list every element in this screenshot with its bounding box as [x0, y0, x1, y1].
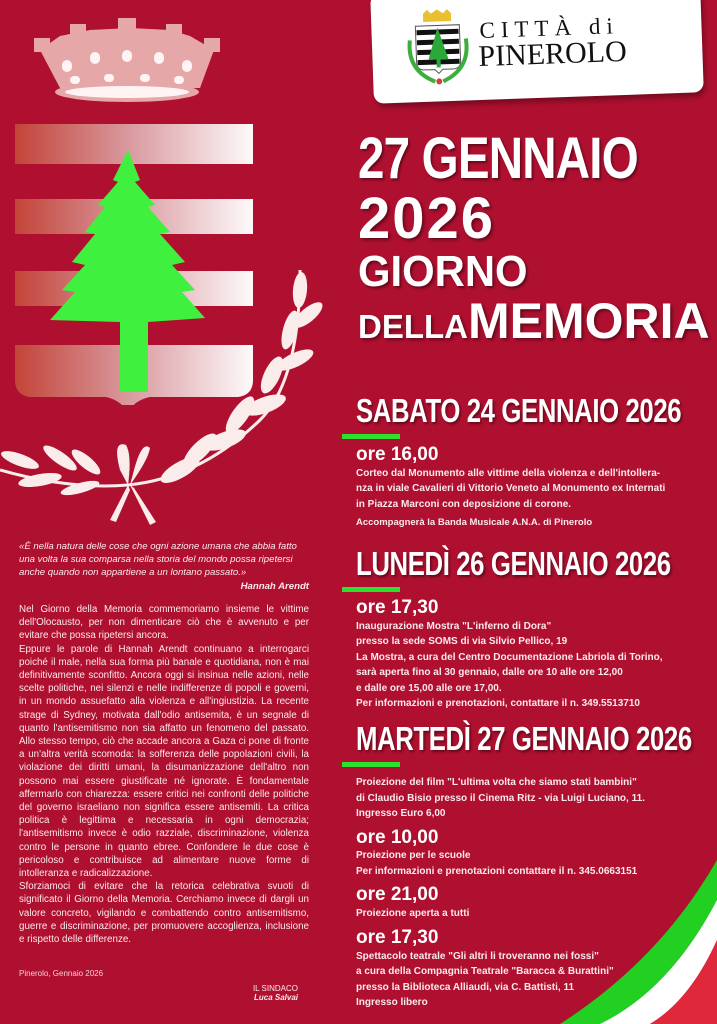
day-section-lunedi	[356, 545, 711, 712]
day-heading: SABATO 24 GENNAIO 2026	[356, 392, 682, 429]
quote-text: «È nella natura delle cose che ogni azione umana che abbia fatto una volta la sua comparsa nella storia del mondo possa ripetersi anche quando non appartiene a un lontano passato.»	[19, 541, 297, 579]
italian-flag-ribbon	[540, 840, 717, 1024]
logo-city-name: PINEROLO	[477, 34, 628, 74]
quote-author: Hannah Arendt	[240, 580, 309, 592]
place-date: Pinerolo, Gennaio 2026	[19, 969, 104, 978]
title-della-memoria	[358, 293, 710, 349]
mayor-signature	[253, 984, 298, 1002]
arendt-quote	[19, 540, 309, 593]
title-memoria: MEMORIA	[468, 293, 710, 349]
main-title	[358, 126, 710, 349]
logo-city-prefix: CITTÀ di	[479, 13, 620, 43]
mayor-name: Luca Salvai	[253, 993, 298, 1002]
city-logo-card	[370, 0, 704, 104]
event-line: Spettacolo teatrale "Gli altri li troveranno nei fossi"	[356, 950, 599, 962]
green-accent-bar	[342, 762, 400, 767]
event-line: La Mostra, a cura del Centro Documentazione Labriola di Torino,	[356, 651, 663, 663]
pinerolo-crest-icon	[401, 8, 476, 90]
event-item	[356, 598, 711, 712]
event-intro	[356, 775, 711, 822]
event-line: Ingresso Euro 6,00	[356, 808, 446, 819]
event-line: e dalle ore 15,00 alle ore 17,00.	[356, 682, 502, 694]
title-date: 27 GENNAIO	[358, 126, 638, 191]
event-line: a cura della Compagnia Teatrale "Baracca & Burattini"	[356, 966, 614, 978]
event-line: Inaugurazione Mostra "L'inferno di Dora"	[356, 620, 552, 632]
mayor-message	[19, 603, 309, 946]
mayor-title: IL SINDACO	[252, 984, 298, 993]
event-line: in Piazza Marconi con deposizione di corone.	[356, 498, 572, 510]
event-line: Per informazioni e prenotazioni contattare il n. 345.0663151	[356, 865, 638, 877]
crown-icon	[34, 18, 220, 102]
message-paragraph: Sforziamoci di evitare che la retorica celebrativa svuoti di significato il Giorno della Memoria. Cerchiamo invece di dargli un valore concreto, vigilando e combattendo contro antisemitismo, guerre e discriminazione, per promuovere accoglienza, inclusione e rispetto delle differenze.	[19, 881, 309, 946]
event-line: Corteo dal Monumento alle vittime della violenza e dell'intollera-	[356, 467, 661, 479]
event-time: ore 17,30	[356, 597, 439, 618]
event-time: ore 16,00	[356, 444, 439, 465]
day-section-sabato	[356, 392, 711, 530]
event-line: presso la Biblioteca Alliaudi, via C. Battisti, 11	[356, 981, 575, 993]
event-time: ore 17,30	[356, 926, 439, 948]
event-item	[356, 445, 711, 530]
event-time: ore 10,00	[356, 826, 439, 848]
message-paragraph: Eppure le parole di Hannah Arendt continuano a interrogarci poiché il male, nella sua forma più banale e quotidiana, non è mai definitivamente sconfitto. Ancora oggi si insinua nelle azioni, nelle scelte politiche, nei silenzi e nelle indifferenze di popoli e governi, in un mondo assuefatto alla violenza e all'ingiustizia. La recente strage di Sydney, motivata dall'odio antisemita, è un segnale di quanto l'antisemitismo non sia affatto un fenomeno del passato. Allo stesso tempo, ciò che accade ancora a Gaza ci pone di fronte a un'altra verità scomoda: la sofferenza delle popolazioni civili, la violazione dei diritti umani, la disumanizzazione dell'altro non possono mai essere giustificate né ignorate. È fondamentale affermarlo con chiarezza: essere critici nei confronti delle politiche del governo israeliano non significa essere antisemiti. La critica politica è legittima e necessaria in ogni democrazia; l'antisemitismo invece è odio razziale, discriminazione, violenza contro le persone in quanto ebree. Confondere le due cose è pericoloso e contribuisce ad alimentare nuove forme di intolleranza e radicalizzazione.	[19, 643, 309, 880]
event-line: Proiezione per le scuole	[356, 850, 471, 862]
city-emblem	[0, 0, 340, 535]
message-paragraph: Nel Giorno della Memoria commemoriamo insieme le vittime dell'Olocausto, per non dimenticare ciò che è avvenuto e per evitare che possa ripetersi ancora.	[19, 604, 309, 642]
green-accent-bar	[342, 587, 400, 592]
event-line: di Claudio Bisio presso il Cinema Ritz - via Luigi Luciano, 11.	[356, 792, 645, 804]
tricolore-ribbon-icon	[540, 840, 717, 1024]
title-year: 2026	[358, 186, 496, 251]
event-note: Accompagnerà la Banda Musicale A.N.A. di Pinerolo	[356, 517, 593, 529]
event-line: Per informazioni e prenotazioni, contattare il n. 349.5513710	[356, 698, 640, 710]
event-time: ore 21,00	[356, 884, 439, 906]
event-line: nza in viale Cavalieri di Vittorio Veneto al Monumento ex Internati	[356, 483, 666, 495]
title-giorno: GIORNO	[358, 247, 528, 296]
event-line: sarà aperta fino al 30 gennaio, dalle ore 10 alle ore 12,00	[356, 667, 623, 679]
title-della: DELLA	[358, 308, 468, 345]
day-heading: LUNEDÌ 26 GENNAIO 2026	[356, 545, 671, 582]
day-heading: MARTEDÌ 27 GENNAIO 2026	[356, 720, 692, 757]
event-line: Proiezione aperta a tutti	[356, 908, 470, 920]
green-accent-bar	[342, 434, 400, 439]
event-line: Proiezione del film "L'ultima volta che siamo stati bambini"	[356, 777, 637, 788]
coat-of-arms-icon	[0, 0, 340, 535]
event-line: presso la sede SOMS di via Silvio Pellico, 19	[356, 636, 568, 648]
event-line: Ingresso libero	[356, 997, 428, 1009]
